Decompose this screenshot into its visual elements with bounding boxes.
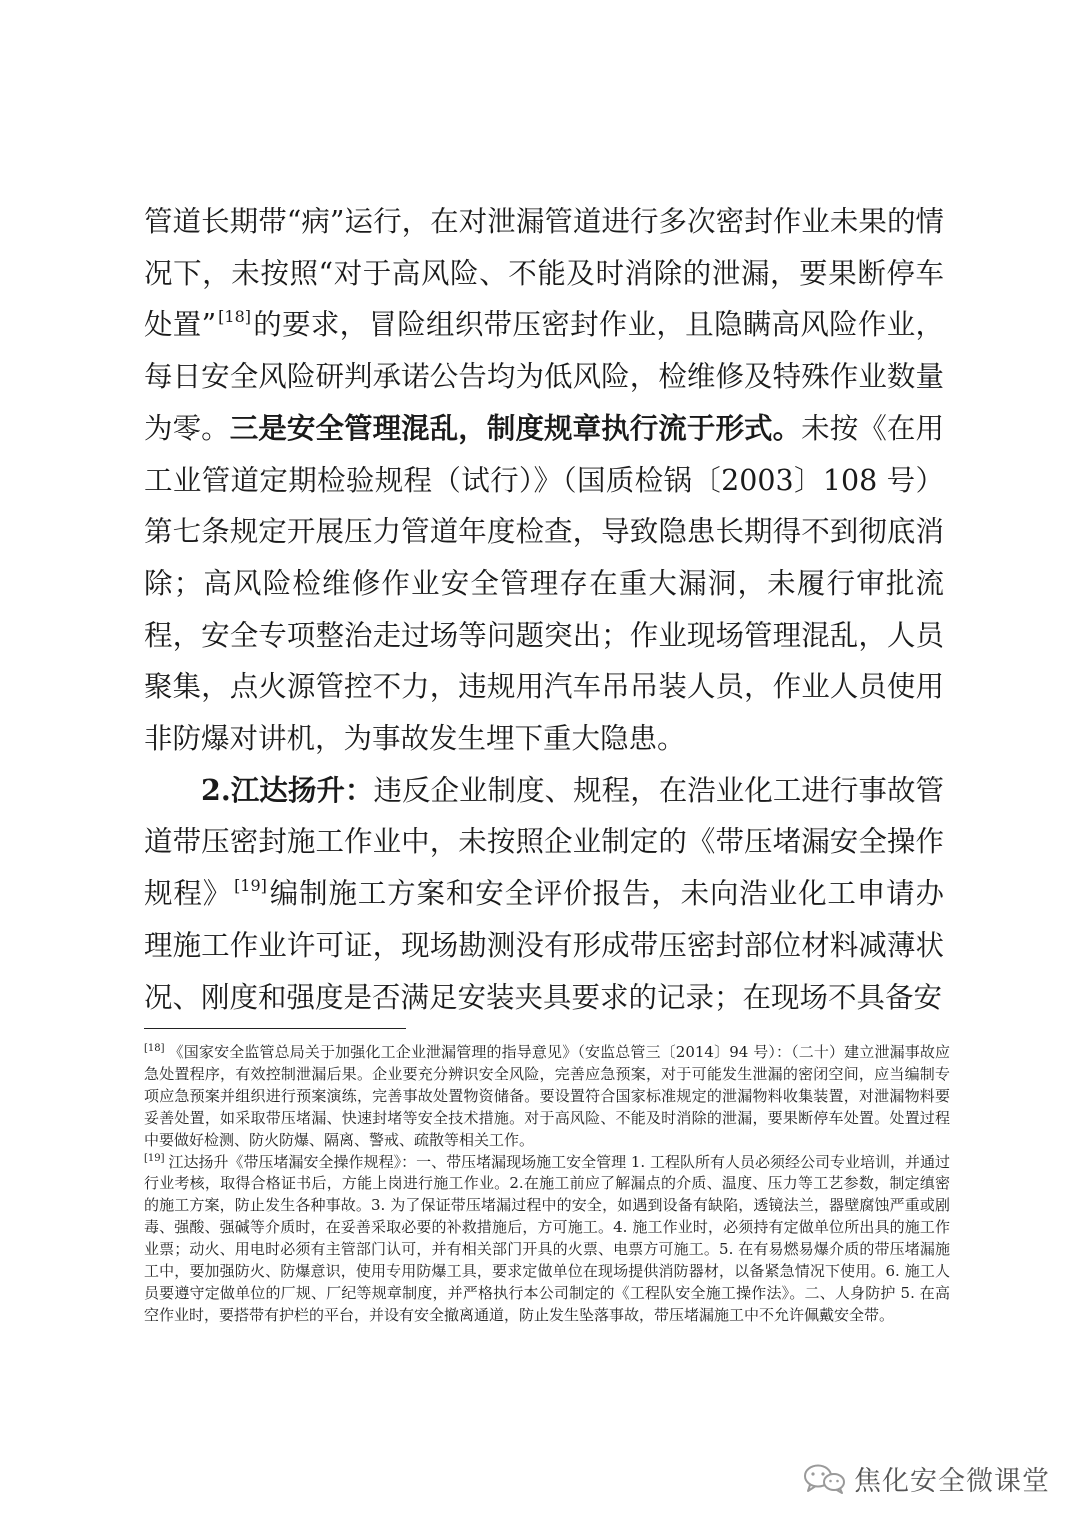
footnote-18	[144, 1042, 950, 1152]
paragraph-1-text-a: 管道长期带“病”运行，在对泄漏管道进行多次密封作业未果的情况下，未按照“对于高风险、不能及时消除的泄漏，要果断停车处置”	[144, 205, 944, 342]
footnote-mark: [19]	[144, 1152, 165, 1164]
footnote-19	[144, 1152, 950, 1327]
paragraph-2-heading: 2.江达扬升：	[201, 772, 374, 807]
paragraph-2-text-b: 编制施工方案和安全评价报告，未向浩业化工申请办理施工作业许可证，现场勘测没有形成带压密封部位材料减薄状况、刚度和强度是否满足安装夹具要求的记录；在现场不具备安	[144, 877, 944, 1014]
wechat-icon	[800, 1462, 848, 1494]
paragraph-2	[144, 765, 944, 1024]
footnote-ref-18[interactable]: [18]	[218, 307, 251, 327]
watermark-text: 焦化安全微课堂	[854, 1465, 1050, 1497]
body-text	[144, 196, 944, 1023]
footnotes	[144, 1042, 950, 1327]
paragraph-1-bold: 三是安全管理混乱，制度规章执行流于形式。	[229, 410, 802, 445]
footnote-mark: [18]	[144, 1043, 165, 1054]
footnote-text: 《国家安全监管总局关于加强化工企业泄漏管理的指导意见》（安监总管三〔2014〕94 号）：（二十）建立泄漏事故应急处置程序，有效控制泄漏后果。企业要充分辨识安全风险，完善应急预案，对于可能发生泄漏的密闭空间，应当编制专项应急预案并组织进行预案演练，完善事故处置物资储备。要设置符合国家标准规定的泄漏物料收集装置，对泄漏物料要妥善处置，如采取带压堵漏、快速封堵等安全技术措施。对于高风险、不能及时消除的泄漏，要果断停车处置。处置过程中要做好检测、防火防爆、隔离、警戒、疏散等相关工作。	[144, 1043, 950, 1149]
paragraph-1-text-c: 未按《在用工业管道定期检验规程（试行）》（国质检锅〔2003〕108 号）第七条规定开展压力管道年度检查，导致隐患长期得不到彻底消除；高风险检维修作业安全管理存在重大漏洞，未履行审批流程，安全专项整治走过场等问题突出；作业现场管理混乱，人员聚集，点火源管控不力，违规用汽车吊吊装人员，作业人员使用非防爆对讲机，为事故发生埋下重大隐患。	[144, 411, 944, 756]
footnote-separator	[144, 1028, 406, 1029]
paragraph-2-text-a: 违反企业制度、规程，在浩业化工进行事故管道带压密封施工作业中，未按照企业制定的《带压堵漏安全操作规程》	[144, 773, 944, 911]
footnote-ref-19[interactable]: [19]	[234, 876, 267, 896]
paragraph-1	[144, 196, 944, 765]
paragraph-1-text-b: 的要求，冒险组织带压密封作业，且隐瞒高风险作业，每日安全风险研判承诺公告均为低风险，检维修及特殊作业数量为零。	[144, 308, 944, 445]
watermark	[800, 1458, 1050, 1498]
footnote-text: 江达扬升《带压堵漏安全操作规程》：一、带压堵漏现场施工安全管理 1. 工程队所有人员必须经公司专业培训，并通过行业考核，取得合格证书后，方能上岗进行施工作业。2.在施工前应了解漏点的介质、温度、压力等工艺参数，制定缜密的施工方案，防止发生各种事故。3. 为了保证带压堵漏过程中的安全，如遇到设备有缺陷，透镜法兰，器壁腐蚀严重或剧毒、强酸、强碱等介质时，在妥善采取必要的补救措施后，方可施工。4. 施工作业时，必须持有定做单位所出具的施工作业票；动火、用电时必须有主管部门认可，并有相关部门开具的火票、电票方可施工。5. 在有易燃易爆介质的带压堵漏施工中，要加强防火、防爆意识，使用专用防爆工具，要求定做单位在现场提供消防器材，以备紧急情况下使用。6. 施工人员要遵守定做单位的厂规、厂纪等规章制度，并严格执行本公司制定的《工程队安全施工操作法》。二、人身防护 5. 在高空作业时，要搭带有护栏的平台，并设有安全撤离通道，防止发生坠落事故，带压堵漏施工中不允许佩戴安全带。	[144, 1152, 950, 1324]
